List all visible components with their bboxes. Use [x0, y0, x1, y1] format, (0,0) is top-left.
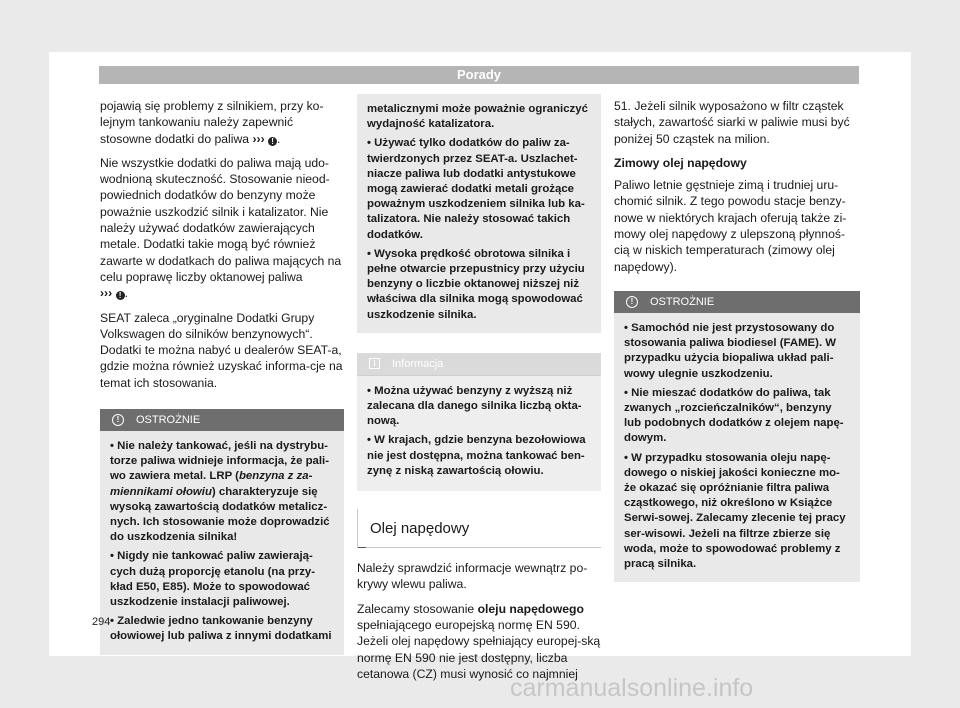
warning-item: • Zaledwie jedno tankowanie benzyny ołowiowej lub paliwa z innymi dodatkami	[110, 615, 332, 643]
warning-text: metalicznymi może poważnie ograniczyć wydajność katalizatora.	[367, 103, 588, 131]
ref-arrows-icon: ›››	[100, 286, 113, 301]
paragraph: 51. Jeżeli silnik wyposażono w filtr cząstek stałych, zawartość siarki w paliwie musi być poniżej 50 cząstek na milion.	[614, 99, 850, 146]
warning-box	[614, 291, 860, 582]
watermark: carmanualsonline.info	[510, 674, 754, 702]
warning-box-header	[614, 291, 860, 313]
paragraph: Zalecamy stosowanie oleju napędowego spełniającego europejską normę EN 590. Jeżeli olej napędowy spełniający europej-ską normę EN 590 nie jest dostępny, liczba cetanowa (CZ) musi wynosić co najmniej	[357, 601, 601, 681]
column-2	[357, 98, 601, 690]
paragraph: Nie wszystkie dodatki do paliwa mają udo-wodnioną skuteczność. Stosowanie nieod-powiednich dodatków do benzyny może poważnie uszkodzić silnik i katalizator. Nie należy używać dodatków zawierających metale. Dodatki takie mogą być również zawarte w dodatkach do paliwa mających na celu poprawę liczby oktanowej paliwa ››› ! .	[100, 155, 342, 301]
paragraph: Paliwo letnie gęstnieje zimą i trudniej uru-chomić silnik. Z tego powodu stacje benzy-nowe w niektórych krajach oferują także zi-mowy olej napędowy z ulepszoną płynnoś-cią w niskich temperaturach (zimowy olej napędowy).	[614, 178, 847, 274]
paragraph: pojawią się problemy z silnikiem, przy ko-lejnym tankowaniu należy zapewnić stosowne dodatki do paliwa ››› ! .	[100, 99, 324, 146]
page-header: Porady	[99, 66, 859, 84]
warning-title: OSTROŻNIE	[650, 295, 715, 308]
info-item: • Można używać benzyny z wyższą niż zalecana dla danego silnika liczbą okta-nową.	[367, 384, 582, 428]
warning-box-header	[100, 409, 344, 431]
info-box	[357, 353, 601, 491]
caution-icon: !	[112, 414, 124, 426]
warning-box-continued	[357, 94, 601, 333]
warning-icon: !	[116, 291, 125, 300]
warning-item: • Wysoka prędkość obrotowa silnika i pełne otwarcie przepustnicy przy użyciu benzyny o liczbie oktanowej niższej niż właściwa dla silnika mogą spowodować uszkodzenie silnika.	[367, 247, 585, 321]
paragraph: Należy sprawdzić informacje wewnątrz po-krywy wlewu paliwa.	[357, 561, 588, 592]
caution-icon: !	[626, 296, 638, 308]
warning-item: • W przypadku stosowania oleju napę-dowego o niskiej jakości konieczne mo-że okazać się opróżnianie filtra paliwa cząstkowego, niż określono w Książce Serwi-sowej. Zalecamy zlecenie tej pracy ser-wisowi. Jeżeli na filtrze zbierze się woda, może to spowodować problemy z pracą silnika.	[624, 451, 846, 571]
paragraph: SEAT zaleca „oryginalne Dodatki Grupy Volkswagen do silników benzynowych“. Dodatki te można nabyć u dealerów SEAT-a, gdzie można również uzyskać informa-cje na temat ich stosowania.	[100, 310, 343, 390]
warning-item: • Nigdy nie tankować paliw zawierają-cych dużą proporcję etanolu (na przy-kład E50, E85). Może to spowodować uszkodzenie instalacji paliwowej.	[110, 550, 316, 609]
warning-item: • Samochód nie jest przystosowany do stosowania paliwa biodiesel (FAME). W przypadku użycia biopaliwa układ pali-wowy ulegnie uszkodzeniu.	[624, 321, 837, 380]
warning-item: • Nie mieszać dodatków do paliwa, tak zwanych „rozcieńczalników“, benzyny lub podobnych dodatków z olejem napę-dowym.	[624, 386, 844, 445]
info-icon: i	[369, 358, 380, 369]
subheading: Zimowy olej napędowy	[614, 155, 747, 170]
info-box-header	[357, 353, 601, 376]
info-item: • W krajach, gdzie benzyna bezołowiowa nie jest dostępna, można tankować ben-zynę z niską zawartością ołowiu.	[367, 434, 586, 477]
warning-item: • Nie należy tankować, jeśli na dystrybu-torze paliwa widnieje informacja, że pali-wo zawiera metal. LRP (benzyna z za-miennikami ołowiu) charakteryzuje się wysoką zawartością dodatków metalicz-nych. Ich stosowanie może doprowadzić do uszkodzenia silnika!	[110, 440, 330, 544]
section-title: Olej napędowy	[357, 509, 601, 548]
ref-arrows-icon: ›››	[252, 131, 265, 146]
info-title: Informacja	[392, 357, 444, 370]
column-1	[100, 98, 344, 655]
page-number: 294	[92, 616, 111, 628]
warning-item: • Używać tylko dodatków do paliw za-twierdzonych przez SEAT-a. Uszlachet-niacze paliwa lub dodatki antystukowe mogą zawierać dodatki metali grożące poważnym uszkodzeniem silnika lub ka-talizatora. Nie należy stosować takich dodatków.	[367, 137, 585, 241]
warning-icon: !	[268, 137, 277, 146]
column-3	[614, 98, 860, 582]
warning-box	[100, 409, 344, 655]
warning-title: OSTROŻNIE	[136, 414, 201, 427]
